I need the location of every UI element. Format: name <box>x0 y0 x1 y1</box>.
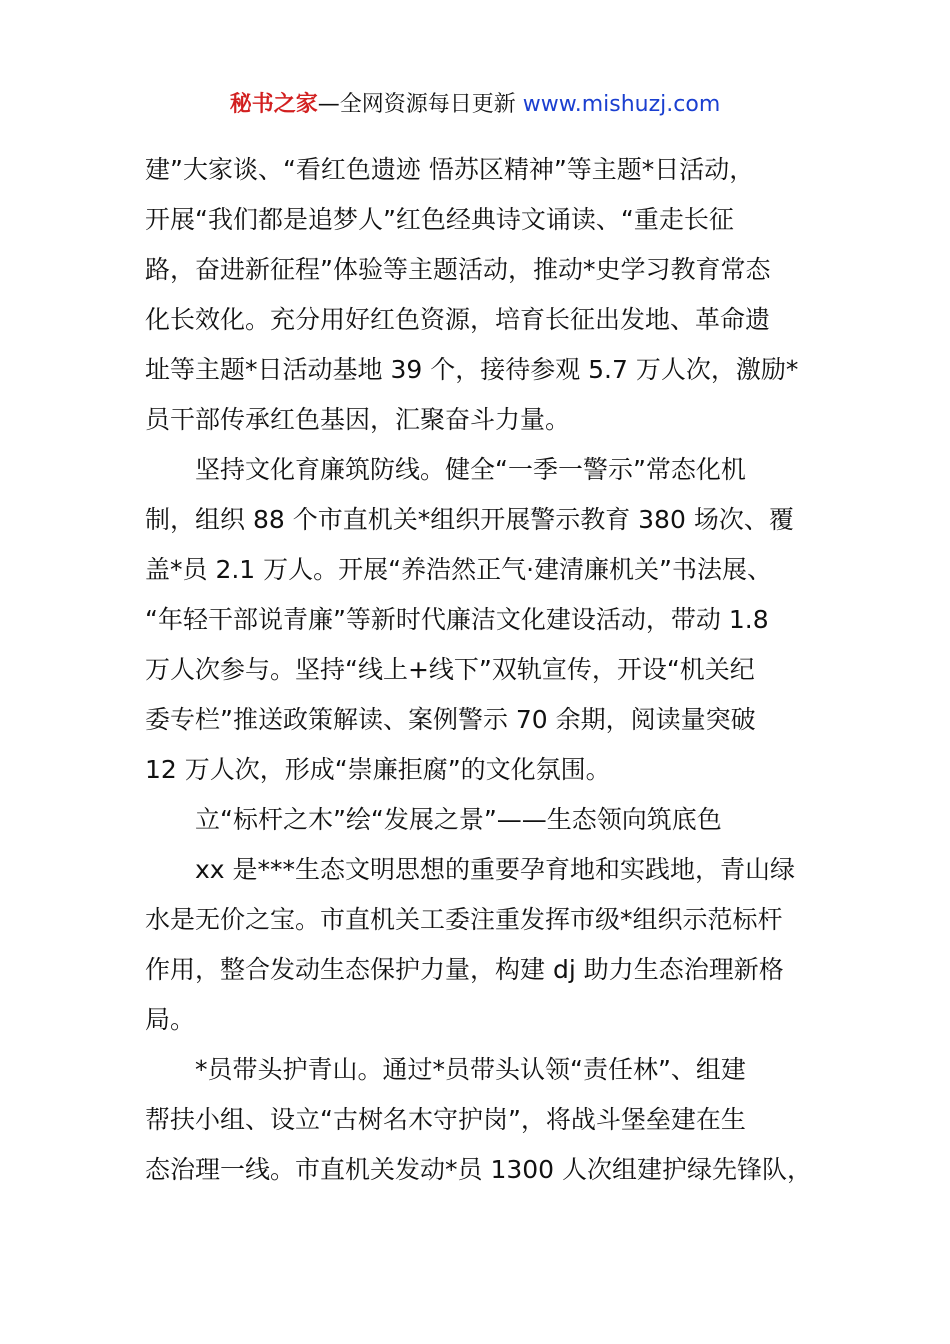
text-line: 址等主题*日活动基地 39 个，接待参观 5.7 万人次，激励* <box>145 355 799 384</box>
site-header <box>0 88 950 122</box>
text-line: 作用，整合发动生态保护力量，构建 dj 助力生态治理新格 <box>145 955 784 984</box>
text-line: 开展“我们都是追梦人”红色经典诗文诵读、“重走长征 <box>145 205 734 234</box>
site-url-link[interactable]: www.mishuzj.com <box>522 92 721 117</box>
text-line: 化长效化。充分用好红色资源，培育长征出发地、革命遗 <box>145 305 771 334</box>
text-line: “年轻干部说青廉”等新时代廉洁文化建设活动，带动 1.8 <box>145 605 769 634</box>
text-line: 局。 <box>145 1005 196 1034</box>
text-line: 万人次参与。坚持“线上+线下”双轨宣传，开设“机关纪 <box>145 655 755 684</box>
paragraph-first-line: *员带头护青山。通过*员带头认领“责任林”、组建 <box>195 1055 746 1084</box>
text-line: 员干部传承红色基因，汇聚奋斗力量。 <box>145 405 571 434</box>
text-line: 帮扶小组、设立“古树名木守护岗”，将战斗堡垒建在生 <box>145 1105 746 1134</box>
paragraph-first-line: xx 是***生态文明思想的重要孕育地和实践地，青山绿 <box>195 855 796 884</box>
section-heading: 立“标杆之木”绘“发展之景”——生态领向筑底色 <box>195 805 722 834</box>
text-line: 委专栏”推送政策解读、案例警示 70 余期，阅读量突破 <box>145 705 756 734</box>
text-line: 建”大家谈、“看红色遗迹 悟苏区精神”等主题*日活动， <box>145 155 755 184</box>
text-line: 态治理一线。市直机关发动*员 1300 人次组建护绿先锋队， <box>145 1155 813 1184</box>
site-brand: 秘书之家 <box>229 92 318 117</box>
text-line: 盖*员 2.1 万人。开展“养浩然正气·建清廉机关”书法展、 <box>145 555 773 584</box>
text-line: 路，奋进新征程”体验等主题活动，推动*史学习教育常态 <box>145 255 771 284</box>
text-line: 12 万人次，形成“崇廉拒腐”的文化氛围。 <box>145 755 611 784</box>
site-tagline: —全网资源每日更新 <box>317 92 523 117</box>
text-line: 水是无价之宝。市直机关工委注重发挥市级*组织示范标杆 <box>145 905 783 934</box>
text-line: 制，组织 88 个市直机关*组织开展警示教育 380 场次、覆 <box>145 505 794 534</box>
document-body <box>145 145 825 1195</box>
paragraph-first-line: 坚持文化育廉筑防线。健全“一季一警示”常态化机 <box>195 455 746 484</box>
